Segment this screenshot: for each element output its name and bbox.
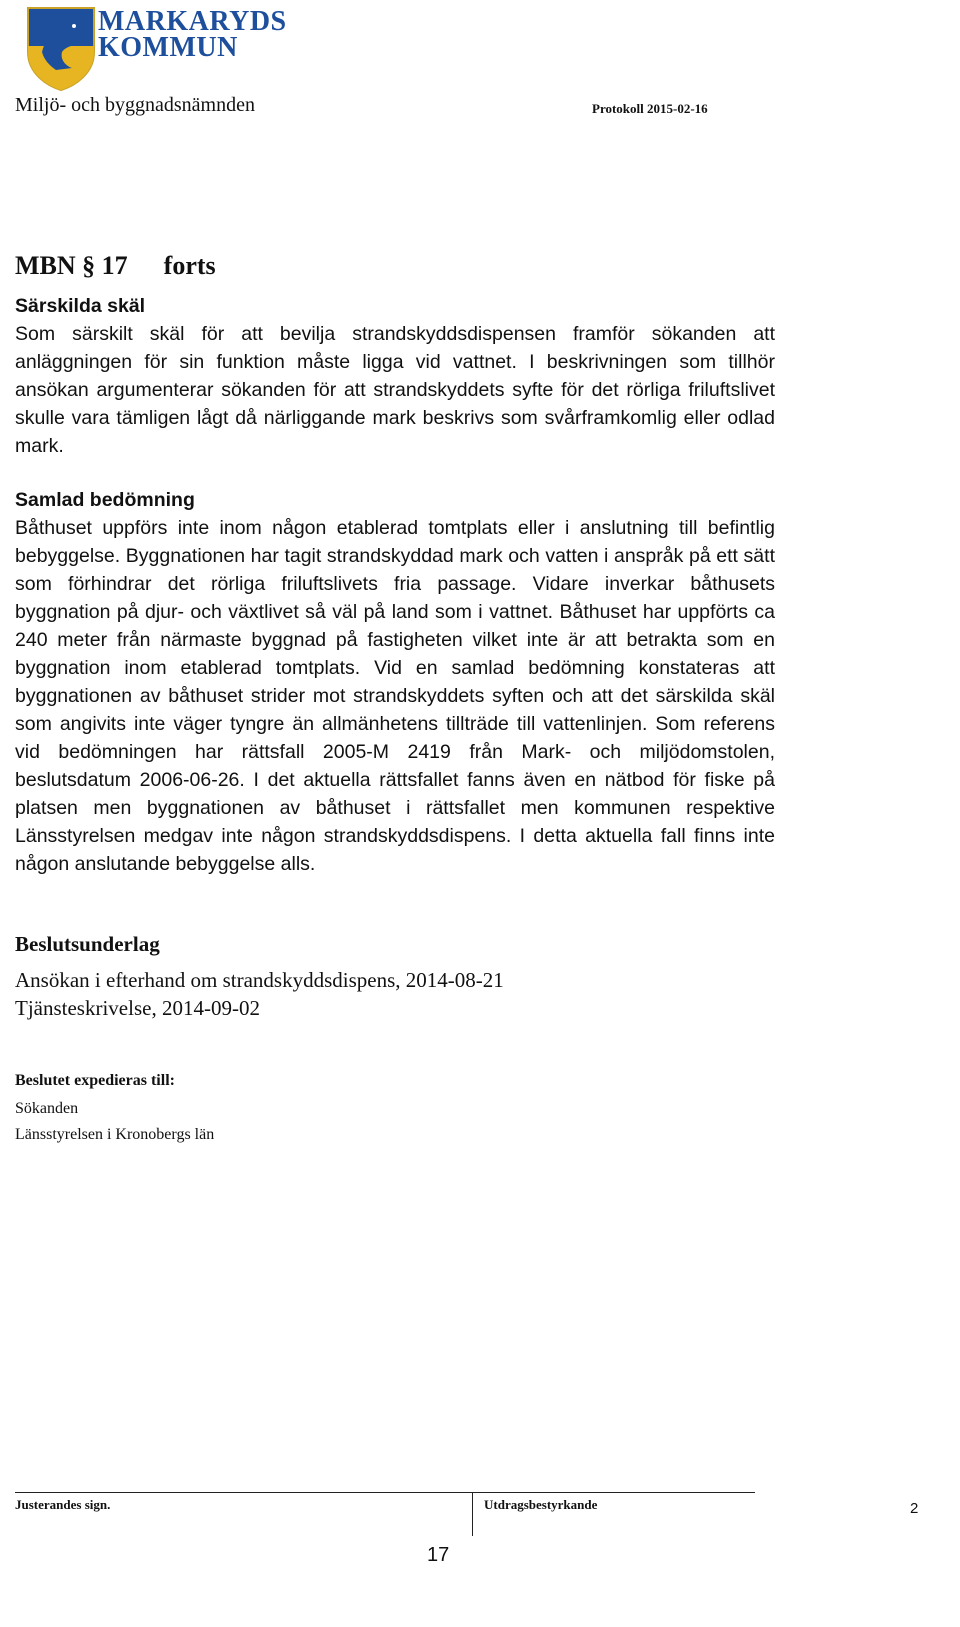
block-heading: Samlad bedömning [15,489,195,511]
expedieras-heading: Beslutet expedieras till: [15,1072,175,1089]
page-number: 17 [427,1544,450,1566]
beslutsunderlag-item: Tjänsteskrivelse, 2014-09-02 [15,996,260,1020]
footer-certification-label: Utdragsbestyrkande [484,1497,598,1512]
footer-page-small: 2 [910,1500,919,1517]
block-paragraph: Som särskilt skäl för att bevilja strandskyddsdispensen framför sökanden att anläggningen för sin funktion måste ligga vid vattnet. I beskrivningen som tillhör ansökan argumenterar sökanden för att strandskyddets syfte för det rörliga friluftslivet skulle vara tämligen lågt då närliggande mark beskrivs som svårframkomlig eller odlad mark. [15,323,775,457]
section-forts: forts [163,251,216,280]
section-beslutsunderlag [15,930,775,1022]
expedieras-item: Sökanden [15,1100,79,1117]
municipality-logo [26,6,316,96]
block-heading: Särskilda skäl [15,295,146,317]
block-paragraph: Båthuset uppförs inte inom någon etablerad tomtplats eller i anslutning till befintlig bebyggelse. Byggnationen har tagit strandskyddad mark och vatten i anspråk på ett sätt som förhindrar det rörliga friluftslivets fria passage. Vidare inverkar båthusets byggnation på djur- och växtlivet så väl på land som i vattnet. Båthuset har uppförts ca 240 meter från närmaste byggnad på fastigheten vilket inte är att betrakta som en byggnation inom etablerad tomtplats. Vid en samlad bedömning konstateras att byggnationen av båthuset strider mot strandskyddets syften och att det särskilda skäl som angivits inte väger tyngre än allmänhetens tillträde till vattenlinjen. Som referens vid bedömningen har rättsfall 2005-M 2419 från Mark- och miljödomstolen, beslutsdatum 2006-06-26. I det aktuella rättsfallet fanns även en nätbod för fiske på platsen men byggnationen av båthuset i rättsfallet men kommunen respektive Länsstyrelsen medgav inte någon strandskyddsdispens. I detta aktuella fall finns inte någon anslutande bebyggelse alls. [15,517,775,875]
beslutsunderlag-item: Ansökan i efterhand om strandskyddsdispens, 2014-08-21 [15,968,504,992]
beslutsunderlag-heading: Beslutsunderlag [15,932,160,956]
footer-signature-label: Justerandes sign. [15,1497,111,1512]
section-samlad-bedomning [15,486,775,878]
logo-text-line1: MARKARYDS [98,6,287,37]
department-name: Miljö- och byggnadsnämnden [15,94,255,116]
coat-of-arms-icon [26,6,96,92]
section-id: MBN § 17 [15,251,128,280]
section-expedieras [15,1072,775,1148]
expedieras-item: Länsstyrelsen i Kronobergs län [15,1126,215,1143]
section-sarskilda-skal [15,292,775,460]
protocol-date: Protokoll 2015-02-16 [592,101,708,116]
footer-divider [472,1492,473,1536]
footer-rule [15,1492,755,1493]
section-heading [15,250,775,282]
logo-text-line2: KOMMUN [98,32,238,63]
document-body [15,250,775,1148]
